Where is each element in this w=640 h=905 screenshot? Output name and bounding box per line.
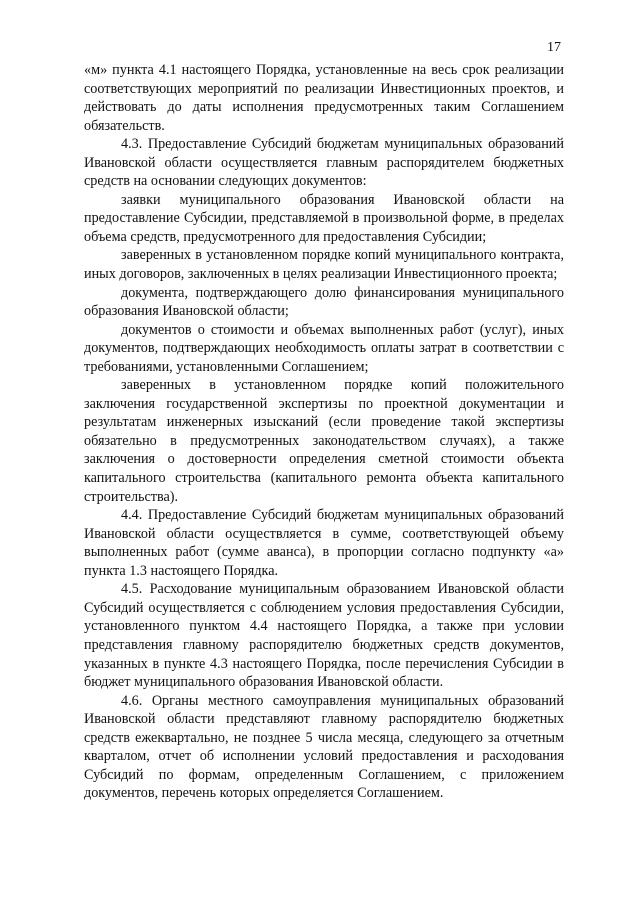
paragraph-4-6: 4.6. Органы местного самоуправления муниципальных образований Ивановской области представляют главному распорядителю бюджетных средств ежеквартально, не позднее 5 числа месяца, следующего за отчетным кварталом, отчет об исполнении условий предоставления и расходования Субсидий по формам, определенным Соглашением, с приложением документов, перечень которых определяется Соглашением. bbox=[84, 692, 564, 802]
document-body bbox=[84, 61, 564, 803]
paragraph-4-5: 4.5. Расходование муниципальным образованием Ивановской области Субсидий осуществляется с соблюдением условия предоставления Субсидии, установленного пунктом 4.4 настоящего Порядка, а также при условии представления главному распорядителю бюджетных средств документов, указанных в пункте 4.3 настоящего Порядка, после перечисления Субсидии в бюджет муниципального образования Ивановской области. bbox=[84, 581, 564, 691]
paragraph-4-4: 4.4. Предоставление Субсидий бюджетам муниципальных образований Ивановской области осуществляется в сумме, соответствующей объему выполненных работ (сумме аванса), в пропорции согласно подпункту «а» пункта 1.3 настоящего Порядка. bbox=[84, 507, 564, 579]
list-item-application: заявки муниципального образования Ивановской области на предоставление Субсидии, представляемой в произвольной форме, в пределах объема средств, предусмотренного для предоставления Субсидии; bbox=[84, 191, 564, 245]
page-number: 17 bbox=[547, 40, 561, 55]
list-item-cost-documents: документов о стоимости и объемах выполненных работ (услуг), иных документов, подтверждающих необходимость оплаты затрат в соответствии с требованиями, установленными Соглашением; bbox=[84, 321, 564, 375]
paragraph-continuation: «м» пункта 4.1 настоящего Порядка, установленные на весь срок реализации соответствующих мероприятий по реализации Инвестиционных проектов, и действовать до даты исполнения предусмотренных таким Соглашением обязательств. bbox=[84, 62, 564, 134]
list-item-expertise-conclusion: заверенных в установленном порядке копий положительного заключения государственной экспертизы по проектной документации и результатам инженерных изысканий (если проведение такой экспертизы обязательно в предусмотренных законодательством случаях), а также заключения о достоверности определения сметной стоимости объекта капитального строительства (капитального ремонта объекта капитального строительства). bbox=[84, 377, 564, 505]
list-item-financing-share: документа, подтверждающего долю финансирования муниципального образования Ивановской области; bbox=[84, 284, 564, 320]
paragraph-4-3: 4.3. Предоставление Субсидий бюджетам муниципальных образований Ивановской области осуществляется главным распорядителем бюджетных средств на основании следующих документов: bbox=[84, 136, 564, 190]
list-item-contract-copies: заверенных в установленном порядке копий муниципального контракта, иных договоров, заключенных в целях реализации Инвестиционного проекта; bbox=[84, 247, 564, 283]
